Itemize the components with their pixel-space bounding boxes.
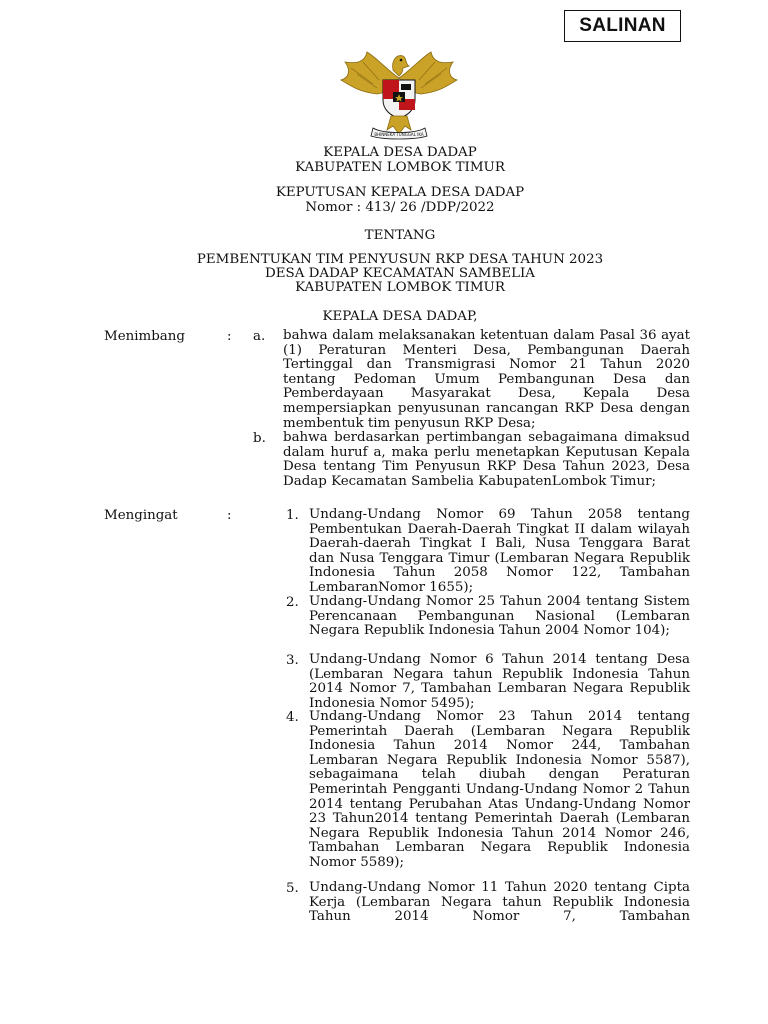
subject-line2: DESA DADAP KECAMATAN SAMBELIA — [265, 266, 535, 281]
subject-line3: KABUPATEN LOMBOK TIMUR — [295, 280, 505, 295]
garuda-emblem — [337, 48, 461, 142]
mengingat-mark-2: 2. — [286, 595, 299, 610]
mengingat-mark-3: 3. — [286, 653, 299, 668]
emblem-ribbon: BHINNEKA TUNGGAL IKA — [374, 132, 424, 137]
mengingat-item-5: Undang-Undang Nomor 11 Tahun 2020 tentang Cipta Kerja (Lembaran Negara tahun Republik Indonesia Tahun 2014 Nomor 7, Tambahan — [309, 880, 690, 925]
header-line2: KABUPATEN LOMBOK TIMUR — [295, 160, 505, 175]
mengingat-colon: : — [227, 508, 232, 523]
mengingat-label: Mengingat — [104, 508, 178, 523]
menimbang-mark-b: b. — [253, 431, 266, 446]
menimbang-mark-a: a. — [253, 329, 266, 344]
salinan-stamp: SALINAN — [564, 10, 681, 42]
mengingat-item-4: Undang-Undang Nomor 23 Tahun 2014 tentang Pemerintah Daerah (Lembaran Negara Republik Indonesia Tahun 2014 Nomor 244, Tambahan Lembaran Negara Republik Indonesia Nomor 5587), sebagaimana telah diubah dengan Peraturan Pemerintah Pengganti Undang-Undang Nomor 2 Tahun 2014 tentang Perubahan Atas Undang-Undang Nomor 23 Tahun2014 tentang Pemerintah Daerah (Lembaran Negara Republik Indonesia Tahun 2014 Nomor 246, Tambahan Lembaran Negara Republik Indonesia Nomor 5589); — [309, 709, 690, 870]
decree-number: Nomor : 413/ 26 /DDP/2022 — [305, 200, 495, 215]
menimbang-colon: : — [227, 329, 232, 344]
tentang-heading: TENTANG — [364, 228, 436, 243]
menimbang-item-a: bahwa dalam melaksanakan ketentuan dalam Pasal 36 ayat (1) Peraturan Menteri Desa, Pembangunan Daerah Tertinggal dan Transmigrasi Nomor 21 Tahun 2020 tentang Pedoman Umum Pembangunan Desa dan Pemberdayaan Masyarakat Desa, Kepala Desa mempersiapkan penyusunan rancangan RKP Desa dengan membentuk tim penyusun RKP Desa; — [283, 328, 690, 431]
mengingat-mark-5: 5. — [286, 881, 299, 896]
mengingat-item-1: Undang-Undang Nomor 69 Tahun 2058 tentang Pembentukan Daerah-Daerah Tingkat II dalam wilayah Daerah-daerah Tingkat I Bali, Nusa Tenggara Barat dan Nusa Tenggara Timur (Lembaran Negara Republik Indonesia Tahun 2058 Nomor 122, Tambahan LembaranNomor 1655); — [309, 507, 690, 595]
mengingat-mark-4: 4. — [286, 710, 299, 725]
authority-heading: KEPALA DESA DADAP, — [322, 309, 478, 324]
mengingat-mark-1: 1. — [286, 508, 299, 523]
decree-title: KEPUTUSAN KEPALA DESA DADAP — [275, 185, 525, 200]
menimbang-item-b: bahwa berdasarkan pertimbangan sebagaimana dimaksud dalam huruf a, maka perlu menetapkan Keputusan Kepala Desa tentang Tim Penyusun RKP Desa Tahun 2023, Desa Dadap Kecamatan Sambelia KabupatenLombok Timur; — [283, 430, 690, 489]
mengingat-item-3: Undang-Undang Nomor 6 Tahun 2014 tentang Desa (Lembaran Negara tahun Republik Indonesia Tahun 2014 Nomor 7, Tambahan Lembaran Negara Republik Indonesia Nomor 5495); — [309, 652, 690, 711]
subject-line1: PEMBENTUKAN TIM PENYUSUN RKP DESA TAHUN 2023 — [196, 252, 604, 267]
header-line1: KEPALA DESA DADAP — [323, 145, 477, 160]
menimbang-label: Menimbang — [104, 329, 185, 344]
mengingat-item-2: Undang-Undang Nomor 25 Tahun 2004 tentang Sistem Perencanaan Pembangunan Nasional (Lembaran Negara Republik Indonesia Tahun 2004 Nomor 104); — [309, 594, 690, 639]
